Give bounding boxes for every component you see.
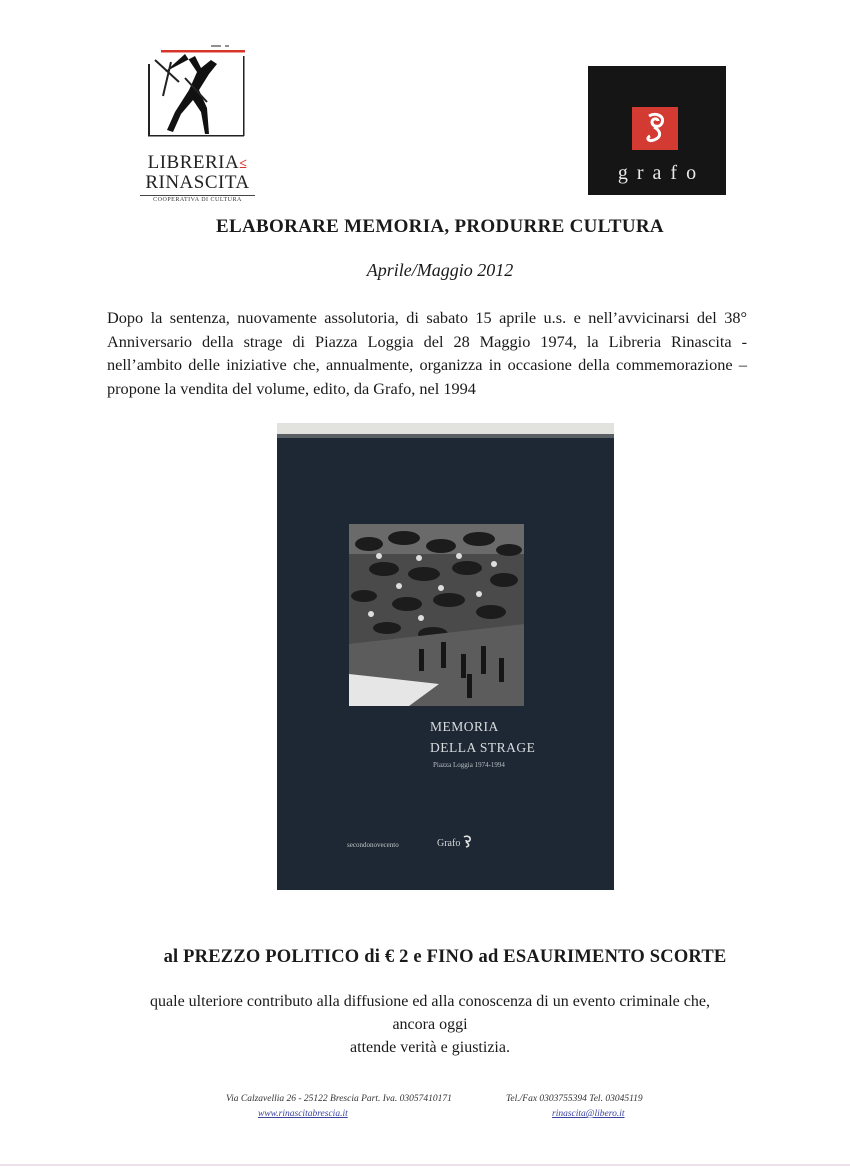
libreria-name-line2: RINASCITA	[145, 172, 250, 193]
libreria-divider	[140, 195, 255, 196]
cover-top-shadow	[277, 434, 614, 438]
footer-phone: Tel./Fax 0303755394 Tel. 03045119	[506, 1094, 643, 1104]
footer-website-link[interactable]: www.rinascitabrescia.it	[258, 1109, 348, 1119]
cover-series: secondonovecento	[347, 841, 399, 849]
footer-address: Via Calzavellia 26 - 25122 Brescia Part. Iva. 03057410171	[226, 1094, 452, 1104]
cover-publisher: Grafo	[437, 838, 461, 849]
libreria-tagline: COOPERATIVA DI CULTURA	[153, 197, 242, 203]
price-announcement: al PREZZO POLITICO di € 2 e FINO ad ESAURIMENTO SCORTE	[163, 947, 727, 967]
cover-subtitle: Piazza Loggia 1974-1994	[433, 761, 505, 769]
date-line: Aprile/Maggio 2012	[366, 260, 514, 280]
libreria-rinascita-logo	[130, 42, 260, 207]
closing-text	[100, 990, 760, 1059]
book-cover-image	[277, 423, 614, 890]
closing-line2: ancora oggi	[392, 1016, 468, 1033]
grafo-mark-icon	[632, 107, 678, 150]
scan-edge	[0, 1164, 850, 1166]
libreria-name-line1: LIBRERIA≤	[147, 152, 248, 173]
libreria-artwork-icon	[145, 42, 250, 142]
page-title: ELABORARE MEMORIA, PRODURRE CULTURA	[216, 216, 664, 237]
grafo-small-mark-icon	[460, 834, 474, 849]
grafo-logo	[588, 66, 726, 195]
cover-title-line1: MEMORIA	[430, 719, 499, 734]
grafo-wordmark: grafo	[617, 162, 706, 184]
footer-email-link[interactable]: rinascita@libero.it	[552, 1109, 625, 1119]
intro-paragraph: Dopo la sentenza, nuovamente assolutoria, di sabato 15 aprile u.s. e nell’avvicinarsi del 38° Anniversario della strage di Piazza Loggia del 28 Maggio 1974, la Libreria Rinascita - nell’ambito delle iniziative che, annualmente, organizza in occasione della commemorazione – propone la vendita del volume, edito, da Grafo, nel 1994	[107, 308, 747, 398]
closing-line3: attende verità e giustizia.	[350, 1039, 510, 1056]
closing-line1: quale ulteriore contributo alla diffusione ed alla conoscenza di un evento criminale che,	[150, 993, 710, 1010]
flame-icon: ≤	[239, 157, 248, 172]
crowd-photo	[349, 524, 524, 706]
cover-title-line2: DELLA STRAGE	[430, 740, 536, 755]
